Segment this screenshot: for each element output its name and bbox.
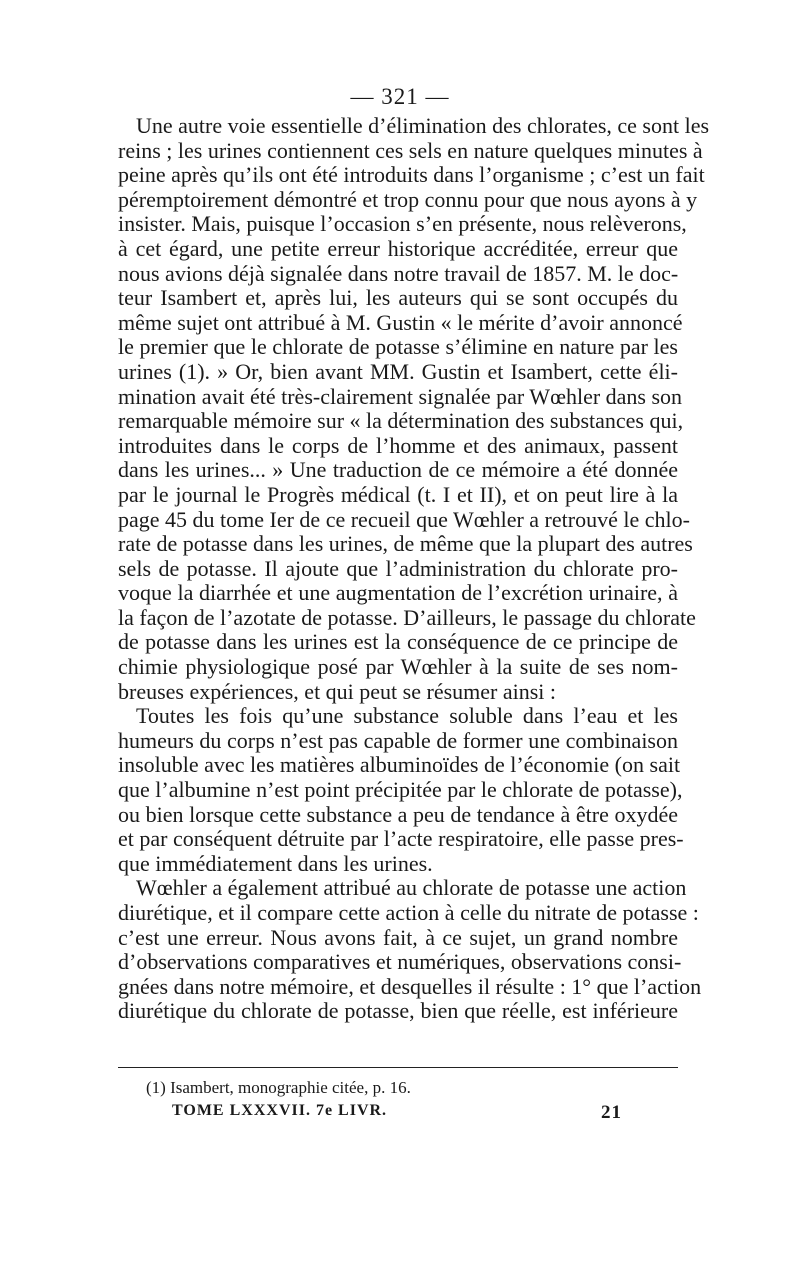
printer-signature <box>172 1102 622 1123</box>
text-line: page 45 du tome Ier de ce recueil que Wœhler a retrouvé le chlo- <box>118 506 690 532</box>
text-line: le premier que le chlorate de potasse s’élimine en nature par les <box>118 334 678 360</box>
text-line: humeurs du corps n’est pas capable de former une combinaison <box>118 727 678 753</box>
signature-volume: TOME LXXXVII. 7e LIVR. <box>172 1102 388 1119</box>
text-line: à cet égard, une petite erreur historique accréditée, erreur que <box>118 235 678 261</box>
text-line: insoluble avec les matières albuminoïdes de l’économie (on sait <box>118 752 681 778</box>
text-line: voque la diarrhée et une augmentation de l’excrétion urinaire, à <box>118 580 678 606</box>
text-line: par le journal le Progrès médical (t. I et II), et on peut lire à la <box>118 481 678 507</box>
text-line: Wœhler a également attribué au chlorate de potasse une action <box>136 875 687 901</box>
text-line: breuses expériences, et qui peut se résumer ainsi : <box>118 678 557 704</box>
paragraph-2 <box>118 703 684 876</box>
text-line: que immédiatement dans les urines. <box>118 850 433 876</box>
text-line: chimie physiologique posé par Wœhler à la suite de ses nom- <box>118 654 678 680</box>
text-line: diurétique du chlorate de potasse, bien que réelle, est inférieure <box>118 998 678 1024</box>
paragraph-1 <box>118 113 710 704</box>
footnote: (1) Isambert, monographie citée, p. 16. <box>146 1078 411 1097</box>
text-line: ou bien lorsque cette substance a peu de tendance à être oxydée <box>118 801 678 827</box>
footnote-divider <box>118 1067 678 1068</box>
text-line: urines (1). » Or, bien avant MM. Gustin et Isambert, cette éli- <box>118 358 678 384</box>
text-line: Une autre voie essentielle d’élimination des chlorates, ce sont les <box>136 113 710 138</box>
text-line: que l’albumine n’est point précipitée par le chlorate de potasse), <box>118 777 683 803</box>
text-line: la façon de l’azotate de potasse. D’ailleurs, le passage du chlorate <box>118 604 696 630</box>
text-line: remarquable mémoire sur « la détermination des substances qui, <box>118 408 684 434</box>
text-line: de potasse dans les urines est la conséquence de ce principe de <box>118 629 678 655</box>
text-line: et par conséquent détruite par l’acte respiratoire, elle passe pres- <box>118 826 684 852</box>
text-line: c’est une erreur. Nous avons fait, à ce sujet, un grand nombre <box>118 924 678 950</box>
signature-number: 21 <box>601 1102 622 1123</box>
text-line: mination avait été très-clairement signalée par Wœhler dans son <box>118 383 683 409</box>
text-line: même sujet ont attribué à M. Gustin « le mérite d’avoir annoncé <box>118 309 683 335</box>
text-line: sels de potasse. Il ajoute que l’administration du chlorate pro- <box>118 555 678 581</box>
text-line: diurétique, et il compare cette action à celle du nitrate de potasse : <box>118 900 699 925</box>
page-number: — 321 — <box>350 84 450 109</box>
body-text <box>118 113 710 1024</box>
text-line: nous avions déjà signalée dans notre travail de 1857. M. le doc- <box>118 260 679 286</box>
text-line: rate de potasse dans les urines, de même que la plupart des autres <box>118 531 693 557</box>
text-line: insister. Mais, puisque l’occasion s’en présente, nous relèverons, <box>118 211 687 237</box>
text-line: gnées dans notre mémoire, et desquelles il résulte : 1° que l’action <box>118 973 702 999</box>
text-line: teur Isambert et, après lui, les auteurs qui se sont occupés du <box>118 285 678 311</box>
text-line: péremptoirement démontré et trop connu pour que nous ayons à y <box>118 186 698 212</box>
text-line: introduites dans le corps de l’homme et des animaux, passent <box>118 432 678 458</box>
text-line: reins ; les urines contiennent ces sels en nature quelques minutes à <box>118 137 703 163</box>
paragraph-3 <box>118 875 702 1024</box>
text-line: peine après qu’ils ont été introduits dans l’organisme ; c’est un fait <box>118 162 705 188</box>
text-line: Toutes les fois qu’une substance soluble dans l’eau et les <box>136 703 678 729</box>
text-line: dans les urines... » Une traduction de ce mémoire a été donnée <box>118 457 678 483</box>
text-line: d’observations comparatives et numériques, observations consi- <box>118 949 682 975</box>
